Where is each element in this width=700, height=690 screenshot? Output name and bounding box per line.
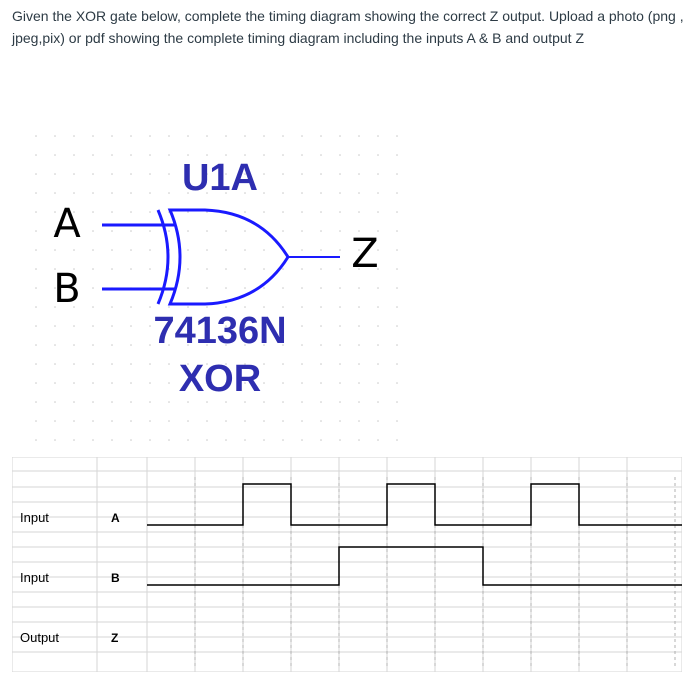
signal-name-z: Z — [111, 631, 119, 645]
row-label-input-a: Input — [20, 510, 49, 525]
output-z-label: Z — [351, 231, 379, 277]
question-text: Given the XOR gate below, complete the timing diagram showing the correct Z output. Upload a photo (png , jpeg,pix) or pdf showing the complete timing diagram including the inputs A & B and output Z — [12, 8, 684, 46]
xor-gate-schematic — [30, 130, 410, 450]
gate-type-label: XOR — [178, 358, 262, 400]
input-b-label: B — [53, 266, 81, 312]
signal-name-a: A — [111, 511, 120, 525]
timing-waveforms — [147, 484, 682, 585]
timing-diagram — [12, 457, 682, 672]
row-label-input-b: Input — [20, 570, 49, 585]
signal-name-b: B — [111, 571, 120, 585]
part-number-label: 74136N — [153, 310, 287, 352]
waveform-a — [147, 484, 682, 525]
waveform-b — [147, 547, 682, 585]
xor-gate-symbol — [158, 210, 288, 304]
input-a-label: A — [53, 201, 81, 247]
xor-gate-body — [170, 210, 288, 304]
row-label-output-z: Output — [20, 630, 60, 645]
ref-designator-label: U1A — [181, 157, 259, 199]
